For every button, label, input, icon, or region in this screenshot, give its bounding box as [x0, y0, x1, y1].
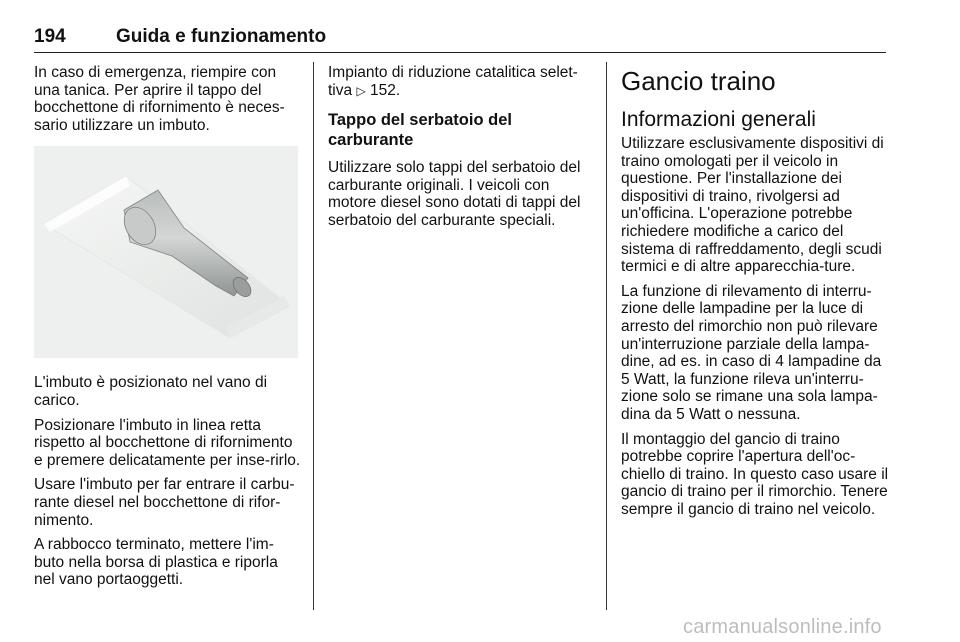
- page-header: [34, 22, 886, 53]
- fuel-cap-heading: Tappo del serbatoio del carburante: [328, 111, 512, 150]
- paragraph-funnel-location: L'imbuto è posizionato nel vano di carico.: [34, 374, 268, 409]
- fuel-cap-paragraph: Utilizzare solo tappi del serbatoio del carburante originali. I veicoli con motore diesel sono dotati di tappi del serbatoio del carburante speciali.: [328, 159, 581, 229]
- paragraph-funnel-use: Usare l'imbuto per far entrare il carbu-rante diesel nel bocchettone di rifor-nimento.: [34, 476, 295, 529]
- scr-reference-paragraph: [328, 64, 598, 100]
- watermark: carmanualsonline.info: [683, 616, 882, 638]
- intro-paragraph: In caso di emergenza, riempire con una tanica. Per aprire il tappo del bocchettone di rifornimento è neces-sario utilizzare un imbuto.: [34, 64, 285, 134]
- column-divider-right: [606, 62, 607, 610]
- funnel-in-bag-image: [34, 146, 298, 358]
- towbar-heading: Gancio traino: [621, 66, 776, 96]
- section-title: Guida e funzionamento: [116, 26, 327, 47]
- column-divider-left: [313, 62, 314, 610]
- paragraph-tow-hook: Il montaggio del gancio di traino potrebbe coprire l'apertura dell'oc-chiello di traino. In questo caso usare il gancio di traino per il rimorchio. Tenere sempre il gancio di traino nel veicolo.: [621, 430, 889, 518]
- column-middle: [328, 64, 598, 237]
- page-number: 194: [34, 26, 66, 47]
- funnel-illustration: [34, 146, 298, 358]
- scr-reference-page[interactable]: 152.: [369, 81, 401, 99]
- paragraph-bulb-detection: La funzione di rilevamento di interru-zione delle lampadine per la luce di arresto del rimorchio non può rilevare un'interruzione parziale della lampa-dine, ad es. in caso di 4 lampadine da 5 Watt, la funzione rileva un'interru-zione solo se rimane una sola lampa-dina da 5 Watt o nessuna.: [621, 282, 882, 423]
- paragraph-towing-devices: Utilizzare esclusivamente dispositivi di traino omologati per il veicolo in questione. Per l'installazione dei dispositivi di traino, rivolgersi ad un'officina. L'operazione potrebbe richiedere modifiche a carico del sistema di raffreddamento, degli scudi termici e di altre apparecchia-ture.: [621, 135, 884, 276]
- paragraph-funnel-position: Posizionare l'imbuto in linea retta rispetto al bocchettone di rifornimento e premere delicatamente per inse-rirlo.: [34, 416, 301, 469]
- page-reference-arrow-icon: ▷: [356, 83, 366, 98]
- scr-reference-text: Impianto di riduzione catalitica selet-tiva: [328, 64, 578, 99]
- general-info-heading: Informazioni generali: [621, 108, 816, 131]
- column-right: [621, 62, 891, 525]
- paragraph-funnel-storage: A rabbocco terminato, mettere l'im-buto nella borsa di plastica e riporla nel vano portaoggetti.: [34, 536, 278, 589]
- column-left: [34, 64, 302, 596]
